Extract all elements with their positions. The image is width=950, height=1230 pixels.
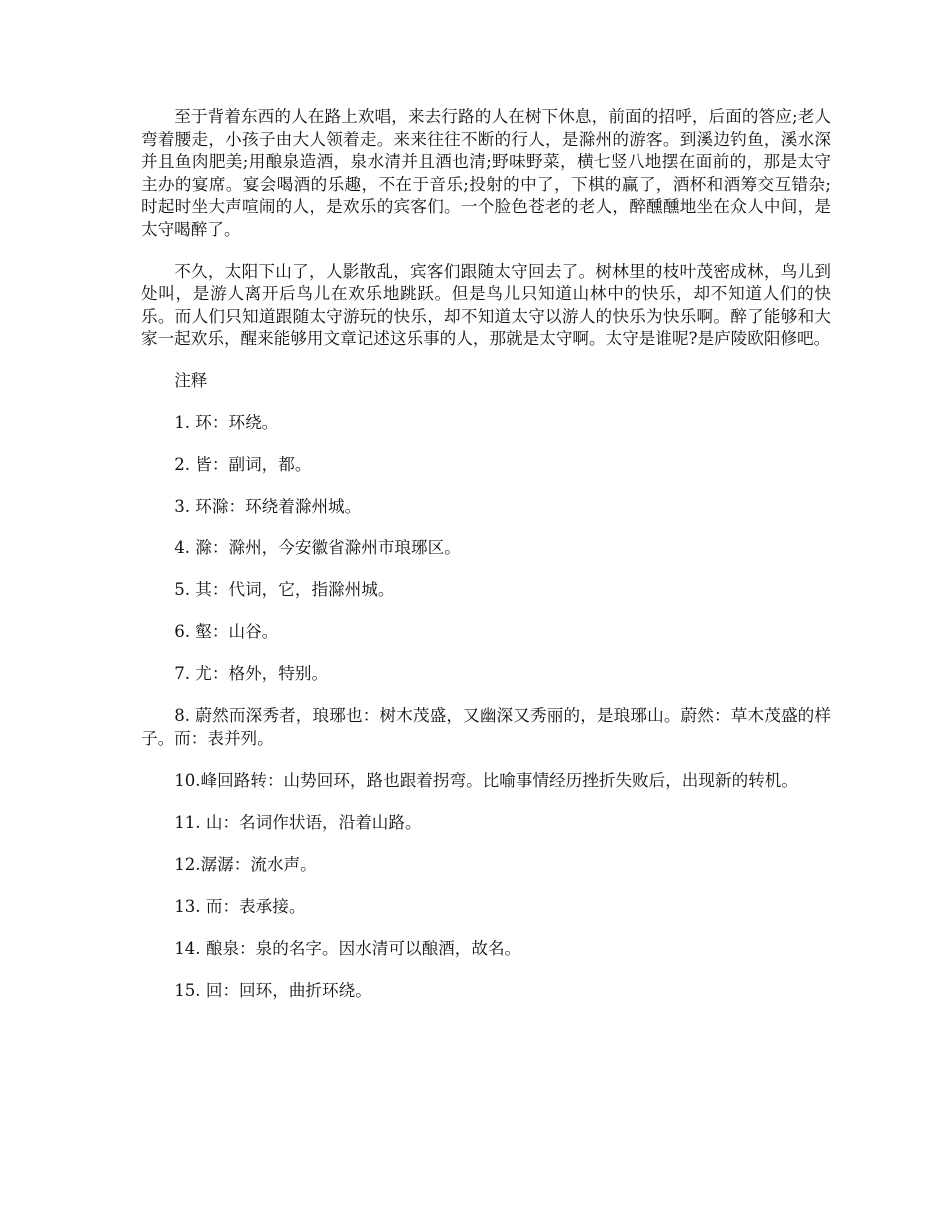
note-item: 8. 蔚然而深秀者，琅琊也：树木茂盛，又幽深又秀丽的，是琅琊山。蔚然：草木茂盛的样子。而：表并列。 (141, 706, 831, 749)
paragraph-2: 不久，太阳下山了，人影散乱，宾客们跟随太守回去了。树林里的枝叶茂密成林，鸟儿到处叫，是游人离开后鸟儿在欢乐地跳跃。但是鸟儿只知道山林中的快乐，却不知道人们的快乐。而人们只知道跟随太守游玩的快乐，却不知道太守以游人的快乐为快乐啊。醉了能够和大家一起欢乐，醒来能够用文章记述这乐事的人，那就是太守啊。太守是谁呢?是庐陵欧阳修吧。 (141, 261, 831, 349)
note-item: 1. 环：环绕。 (174, 412, 279, 432)
note-item: 3. 环滁：环绕着滁州城。 (174, 496, 362, 516)
note-item: 4. 滁：滁州，今安徽省滁州市琅琊区。 (174, 538, 461, 558)
notes-list (141, 412, 831, 1003)
note-item: 2. 皆：副词，都。 (174, 454, 312, 474)
note-item: 10.峰回路转：山势回环，路也跟着拐弯。比喻事情经历挫折失败后，出现新的转机。 (174, 771, 798, 790)
notes-heading: 注释 (174, 370, 208, 390)
note-item: 11. 山：名词作状语，沿着山路。 (174, 812, 422, 832)
note-item: 5. 其：代词，它，指滁州城。 (174, 580, 395, 600)
note-item: 15. 回：回环，曲折环绕。 (174, 980, 372, 1000)
notes-section (141, 370, 831, 1003)
note-item: 6. 壑：山谷。 (174, 622, 279, 642)
note-item: 12.潺潺：流水声。 (174, 854, 317, 874)
note-item: 7. 尤：格外，特别。 (174, 664, 329, 684)
paragraph-1: 至于背着东西的人在路上欢唱，来去行路的人在树下休息，前面的招呼，后面的答应;老人弯着腰走，小孩子由大人领着走。来来往往不断的行人，是滁州的游客。到溪边钓鱼，溪水深并且鱼肉肥美;用酿泉造酒，泉水清并且酒也清;野味野菜，横七竖八地摆在面前的，那是太守主办的宴席。宴会喝酒的乐趣，不在于音乐;投射的中了，下棋的赢了，酒杯和酒筹交互错杂;时起时坐大声喧闹的人，是欢乐的宾客们。一个脸色苍老的老人，醉醺醺地坐在众人中间，是太守喝醉了。 (141, 107, 831, 239)
note-item: 13. 而：表承接。 (174, 896, 306, 916)
translation-text (141, 106, 831, 351)
note-item: 14. 酿泉：泉的名字。因水清可以酿酒，故名。 (174, 938, 522, 958)
document-content (141, 106, 831, 1003)
